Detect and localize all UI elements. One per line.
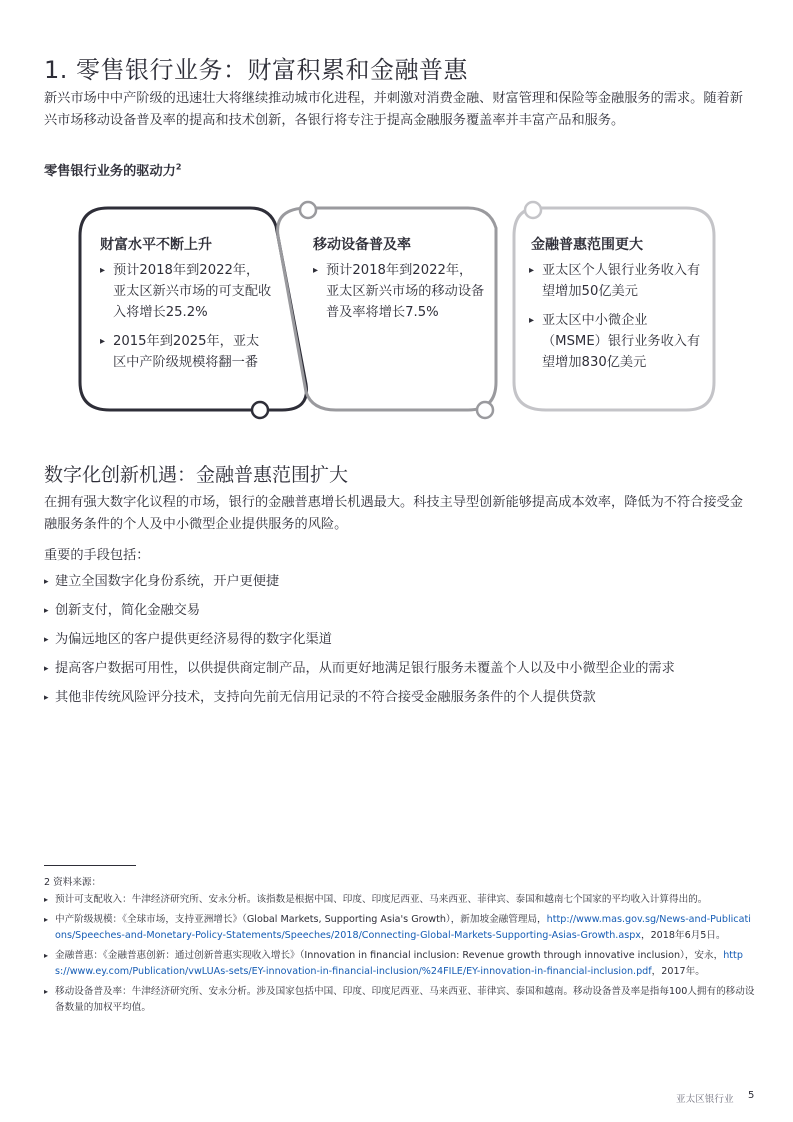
- footnote-text: 移动设备普及率：牛津经济研究所、安永分析。涉及国家包括中国、印度、印度尼西亚、马来西亚、菲律宾、泰国和越南。移动设备普及率是指每100人拥有的移动设备数量的加权平均值。: [55, 986, 755, 1013]
- driver-card-3-item: ▸ 亚太区个人银行业务收入有望增加50亿美元: [529, 260, 701, 302]
- drivers-heading-text: 零售银行业务的驱动力: [44, 164, 176, 179]
- footnote-tail: ，2017年。: [651, 966, 705, 977]
- footnote-item: [44, 984, 756, 1016]
- section-2-title: 数字化创新机遇：金融普惠范围扩大: [44, 464, 349, 486]
- footnote-link[interactable]: http://www.mas.gov.sg/News-and-Publications/Speeches-and-Monetary-Policy-Statements/Speeches/2018/Connecting-Global-Markets-Supporting-Asias-Growth.aspx: [55, 914, 751, 941]
- driver-card-2-title: 移动设备普及率: [313, 237, 411, 253]
- means-list: [44, 572, 774, 717]
- footnote-divider: [44, 865, 136, 866]
- means-label: 重要的手段包括：: [44, 548, 150, 563]
- intro-paragraph: 新兴市场中中产阶级的迅速壮大将继续推动城市化进程，并刺激对消费金融、财富管理和保险等金融服务的需求。随着新兴市场移动设备普及率的提高和技术创新，各银行将专注于提高金融服务覆盖率并丰富产品和服务。: [44, 91, 743, 128]
- driver-card-2-item: ▸ 预计2018年到2022年，亚太区新兴市场的移动设备普及率将增长7.5%: [313, 260, 485, 323]
- footnote-list: [44, 892, 756, 1020]
- footnote-ref: 2: [175, 162, 182, 172]
- connector-circle-3: [525, 202, 541, 218]
- page-title: 1. 零售银行业务：财富积累和金融普惠: [44, 56, 469, 84]
- drivers-heading: [44, 160, 181, 179]
- footnote-link[interactable]: https://www.ey.com/Publication/vwLUAs-sets/EY-innovation-in-financial-inclusion/%24FILE/EY-innovation-in-financial-inclusion.pdf: [55, 950, 743, 977]
- driver-card-1-item: ▸ 预计2018年到2022年，亚太区新兴市场的可支配收入将增长25.2%: [100, 260, 272, 323]
- footnote-text: 金融普惠：《金融普惠创新：通过创新普惠实现收入增长》（Innovation in financial inclusion: Revenue growth through innovative inclusion），安永，: [55, 950, 724, 961]
- page-number: 5: [748, 1090, 755, 1101]
- driver-card-3-title: 金融普惠范围更大: [531, 237, 643, 253]
- means-item: ▸ 创新支付，简化金融交易: [44, 601, 774, 621]
- means-item: ▸ 提高客户数据可用性，以供提供商定制产品，从而更好地满足银行服务未覆盖个人以及中小微型企业的需求: [44, 659, 774, 679]
- connector-circle-2: [252, 402, 268, 418]
- driver-card-1-list: [100, 260, 272, 381]
- means-item: ▸ 其他非传统风险评分技术，支持向先前无信用记录的不符合接受金融服务条件的个人提供贷款: [44, 688, 774, 708]
- footnote-item: [44, 892, 756, 908]
- footnote-item: [44, 948, 756, 980]
- connector-circle-4: [477, 402, 493, 418]
- footnote-text: 预计可支配收入：牛津经济研究所、安永分析。该指数是根据中国、印度、印度尼西亚、马来西亚、菲律宾、泰国和越南七个国家的平均收入计算得出的。: [55, 894, 708, 905]
- footnote-text: 中产阶级规模：《全球市场，支持亚洲增长》（Global Markets, Supporting Asia's Growth），新加坡金融管理局，: [55, 914, 547, 925]
- driver-card-3-list: [529, 260, 701, 381]
- section-2-intro: 在拥有强大数字化议程的市场，银行的金融普惠增长机遇最大。科技主导型创新能够提高成本效率，降低为不符合接受金融服务条件的个人及中小微型企业提供服务的风险。: [44, 495, 743, 532]
- driver-card-3-item: ▸ 亚太区中小微企业（MSME）银行业务收入有望增加830亿美元: [529, 310, 701, 373]
- footnote-tail: ，2018年6月5日。: [640, 930, 726, 941]
- footnote-item: [44, 912, 756, 944]
- footer-label: 亚太区银行业: [676, 1094, 734, 1105]
- footnote-label: 2 资料来源：: [44, 877, 102, 888]
- means-item: ▸ 建立全国数字化身份系统，开户更便捷: [44, 572, 774, 592]
- driver-card-1-item: ▸ 2015年到2025年，亚太区中产阶级规模将翻一番: [100, 331, 272, 373]
- driver-card-2-list: [313, 260, 485, 331]
- means-item: ▸ 为偏远地区的客户提供更经济易得的数字化渠道: [44, 630, 774, 650]
- driver-card-1-title: 财富水平不断上升: [100, 237, 212, 253]
- connector-circle-1: [300, 202, 316, 218]
